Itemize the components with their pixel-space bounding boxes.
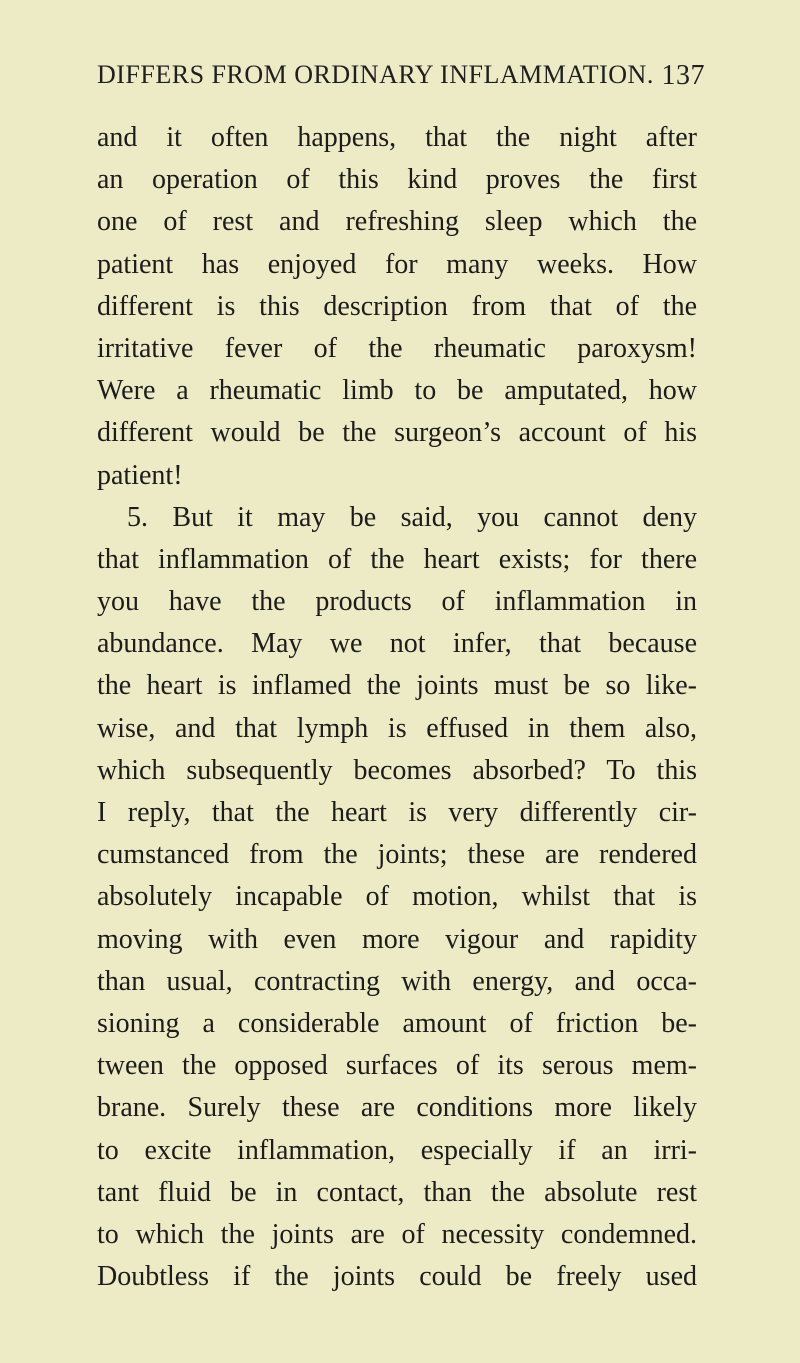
body-text bbox=[97, 117, 697, 1298]
text-line: wise, and that lymph is effused in them also, bbox=[97, 712, 697, 744]
text-line: patient! bbox=[97, 459, 183, 491]
text-line: absolutely incapable of motion, whilst that is bbox=[97, 881, 697, 913]
text-line: to which the joints are of necessity condemned. bbox=[97, 1218, 697, 1250]
text-line: that inflammation of the heart exists; for there bbox=[97, 543, 697, 575]
text-line: sioning a considerable amount of friction be- bbox=[97, 1007, 697, 1039]
text-line: brane. Surely these are conditions more likely bbox=[97, 1092, 697, 1124]
text-line: Were a rheumatic limb to be amputated, how bbox=[97, 375, 697, 407]
text-line: tant fluid be in contact, than the absolute rest bbox=[97, 1176, 697, 1208]
text-line: different is this description from that of the bbox=[97, 290, 697, 322]
text-line: the heart is inflamed the joints must be so like- bbox=[97, 670, 697, 702]
running-header bbox=[97, 60, 705, 91]
text-line: tween the opposed surfaces of its serous mem- bbox=[97, 1050, 697, 1082]
text-line: an operation of this kind proves the first bbox=[97, 164, 697, 196]
text-line: moving with even more vigour and rapidity bbox=[97, 923, 697, 955]
text-line: cumstanced from the joints; these are rendered bbox=[97, 839, 697, 871]
text-line: patient has enjoyed for many weeks. How bbox=[97, 248, 697, 280]
text-line: Doubtless if the joints could be freely used bbox=[97, 1261, 697, 1293]
text-line: abundance. May we not infer, that because bbox=[97, 628, 697, 660]
text-line: you have the products of inflammation in bbox=[97, 586, 697, 618]
text-line: one of rest and refreshing sleep which the bbox=[97, 206, 697, 238]
text-line: I reply, that the heart is very differently cir- bbox=[97, 797, 697, 828]
text-line: different would be the surgeon’s account of his bbox=[97, 417, 697, 449]
text-line: and it often happens, that the night after bbox=[97, 122, 697, 153]
text-line: to excite inflammation, especially if an irri- bbox=[97, 1134, 697, 1166]
text-line: which subsequently becomes absorbed? To this bbox=[97, 754, 697, 786]
text-line: than usual, contracting with energy, and occa- bbox=[97, 965, 697, 997]
text-line: irritative fever of the rheumatic paroxysm! bbox=[97, 332, 697, 364]
page-number: 137 bbox=[661, 60, 705, 91]
running-title: DIFFERS FROM ORDINARY INFLAMMATION. bbox=[97, 60, 654, 89]
text-line: 5. But it may be said, you cannot deny bbox=[127, 501, 697, 533]
